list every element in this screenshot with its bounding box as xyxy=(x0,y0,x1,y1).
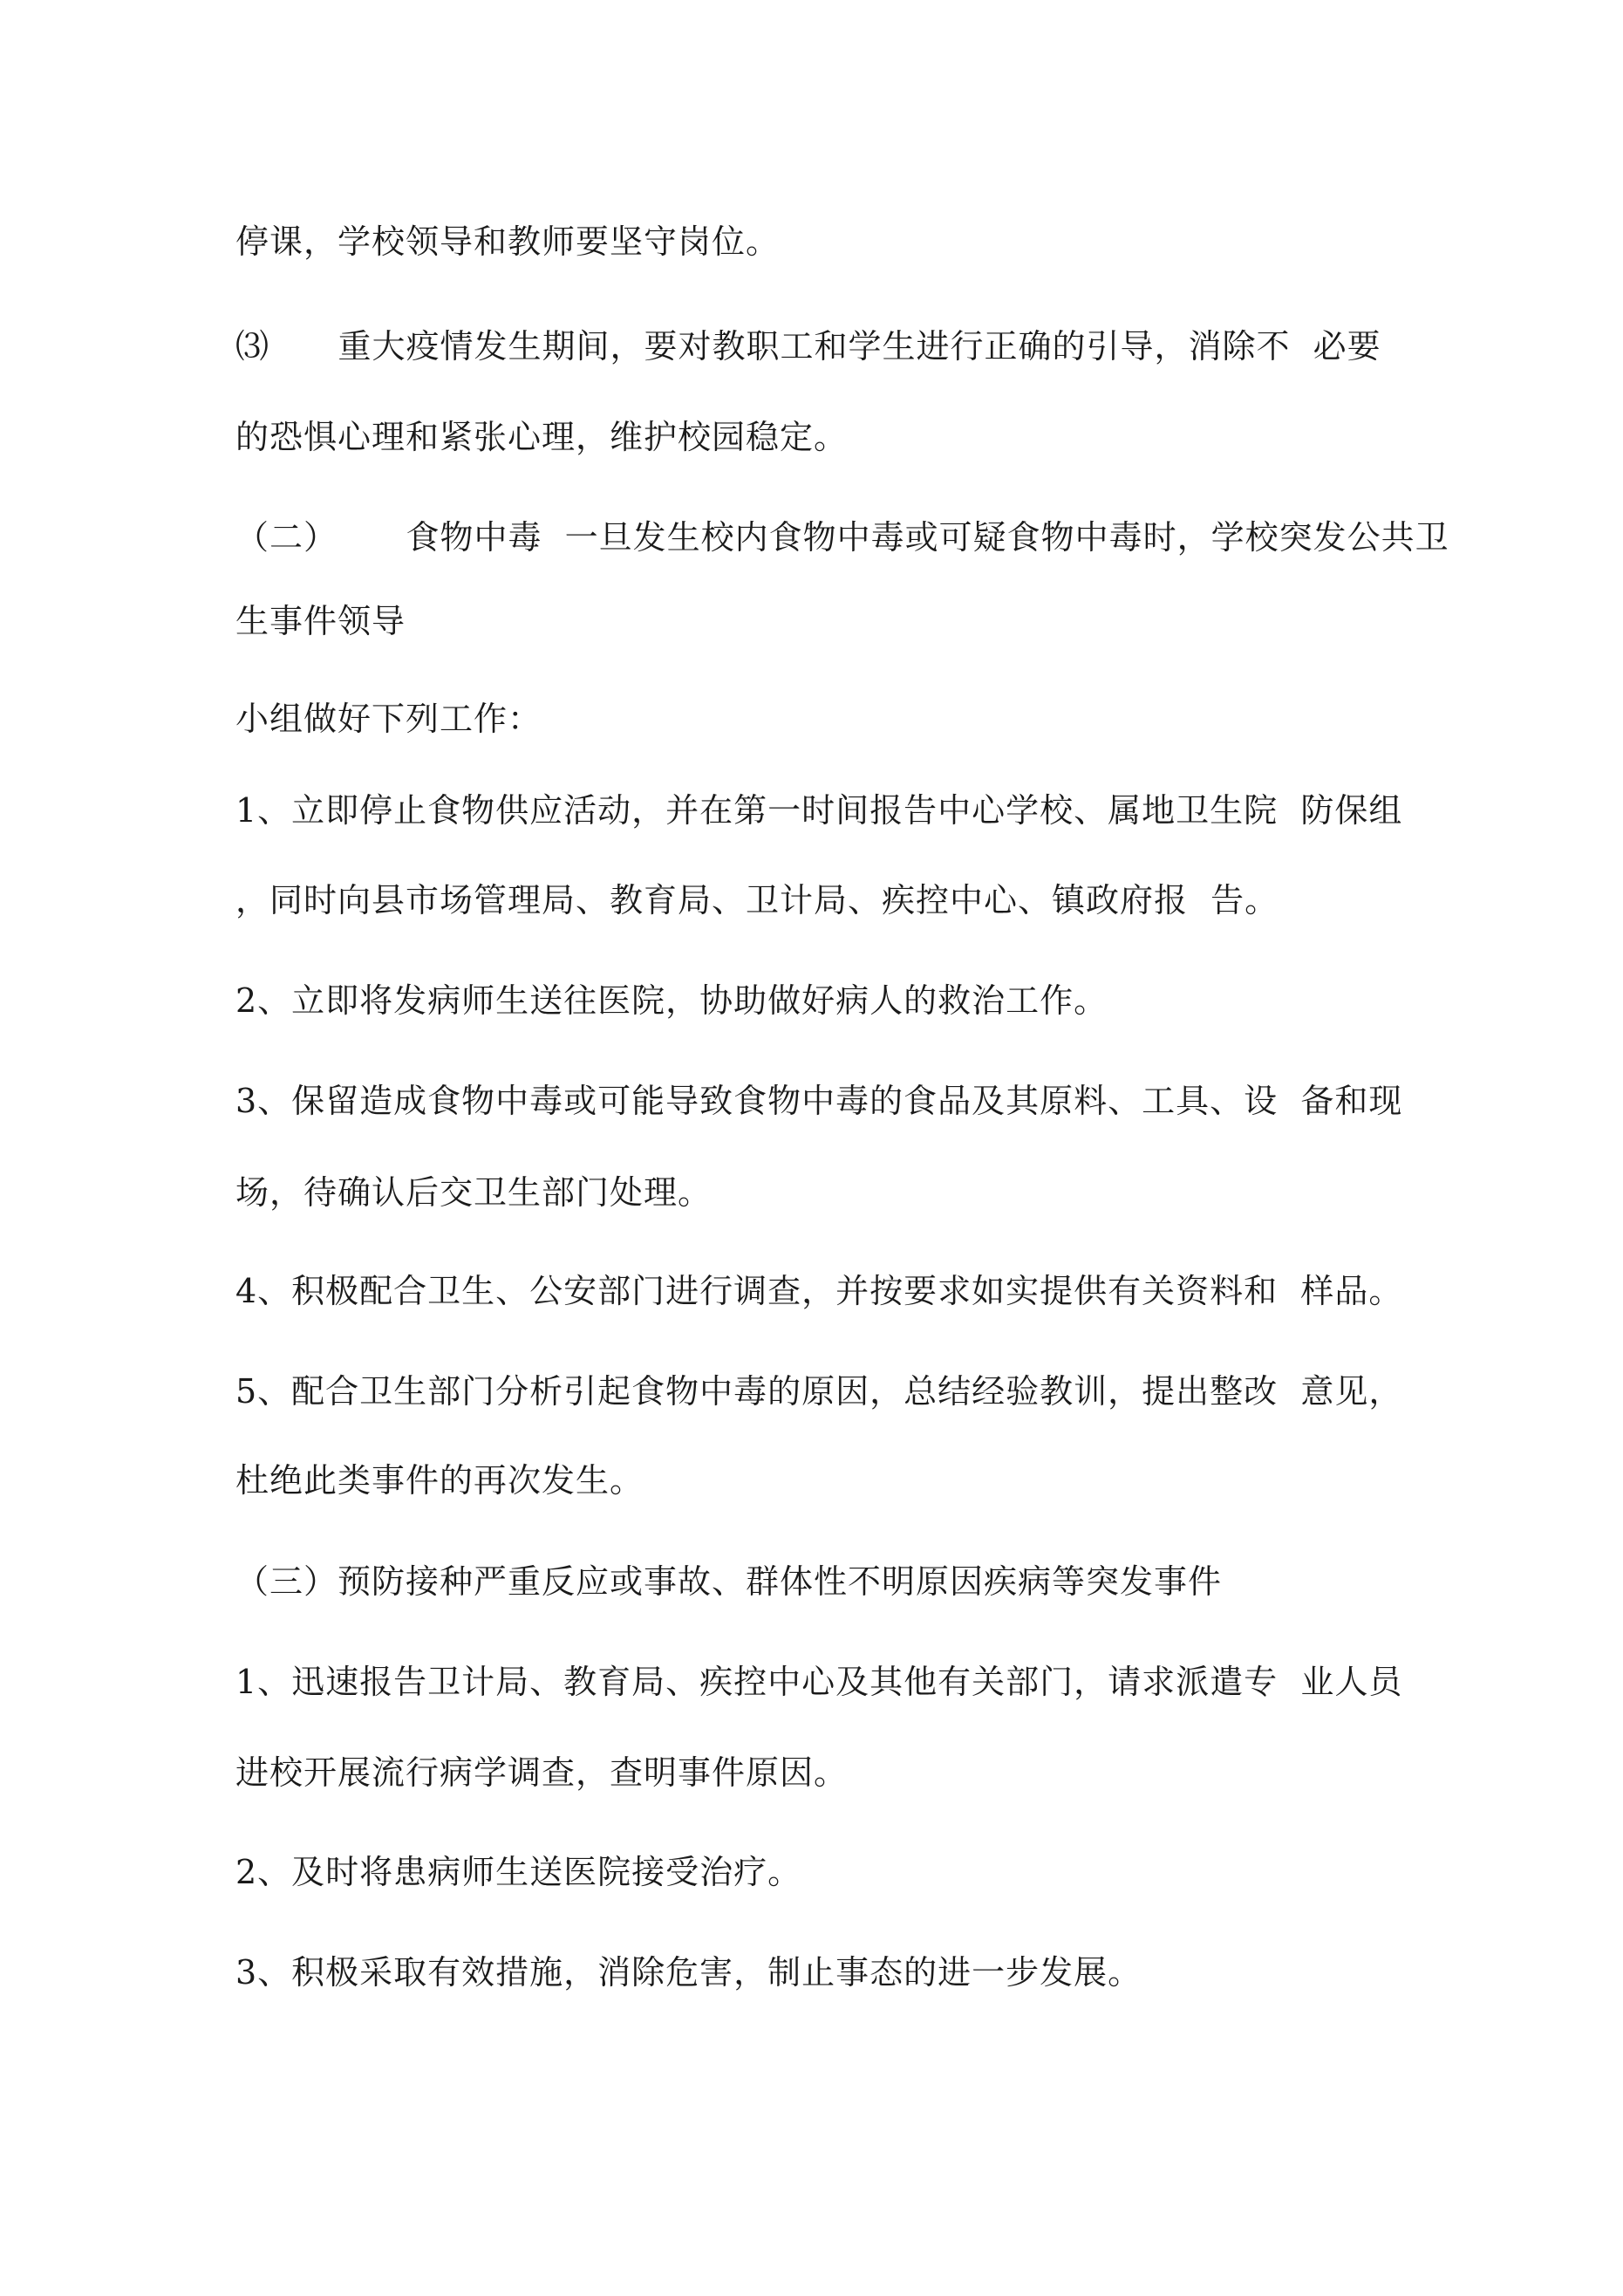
text-line-3: 的恐惧心理和紧张心理，维护校园稳定。 xyxy=(235,418,849,456)
text-line-10: 3、保留造成食物中毒或可能导致食物中毒的食品及其原料、工具、设 备和现 xyxy=(235,1082,1403,1120)
text-line-19: 3、积极采取有效措施，消除危害，制止事态的进一步发展。 xyxy=(235,1953,1142,1992)
text-line-9: 2、立即将发病师生送往医院，协助做好病人的救治工作。 xyxy=(235,981,1108,1020)
text-line-12: 4、积极配合卫生、公安部门进行调查，并按要求如实提供有关资料和 样品。 xyxy=(235,1272,1403,1310)
text-line-5: 生事件领导 xyxy=(235,602,406,640)
text-line-11: 场，待确认后交卫生部门处理。 xyxy=(235,1173,713,1212)
text-line-18: 2、及时将患病师生送医院接受治疗。 xyxy=(235,1853,802,1891)
text-line-15: （三）预防接种严重反应或事故、群体性不明原因疾病等突发事件 xyxy=(235,1562,1223,1601)
text-line-13: 5、配合卫生部门分析引起食物中毒的原因，总结经验教训，提出整改 意见， xyxy=(235,1372,1403,1411)
text-line-7: 1、立即停止食物供应活动，并在第一时间报告中心学校、属地卫生院 防保组 xyxy=(235,791,1403,830)
text-line-17: 进校开展流行病学调查，查明事件原因。 xyxy=(235,1753,849,1792)
text-line-6: 小组做好下列工作： xyxy=(235,700,542,738)
text-line-16: 1、迅速报告卫计局、教育局、疾控中心及其他有关部门，请求派遣专 业人员 xyxy=(235,1663,1403,1701)
text-line-4: （二） 食物中毒 一旦发生校内食物中毒或可疑食物中毒时，学校突发公共卫 xyxy=(235,518,1449,557)
text-line-1: 停课，学校领导和教师要坚守岗位。 xyxy=(235,222,781,261)
text-line-14: 杜绝此类事件的再次发生。 xyxy=(235,1461,644,1500)
text-line-8: ，同时向县市场管理局、教育局、卫计局、疾控中心、镇政府报 告。 xyxy=(235,881,1279,919)
text-line-2: ⑶ 重大疫情发生期间，要对教职工和学生进行正确的引导，消除不 必要 xyxy=(235,327,1381,366)
